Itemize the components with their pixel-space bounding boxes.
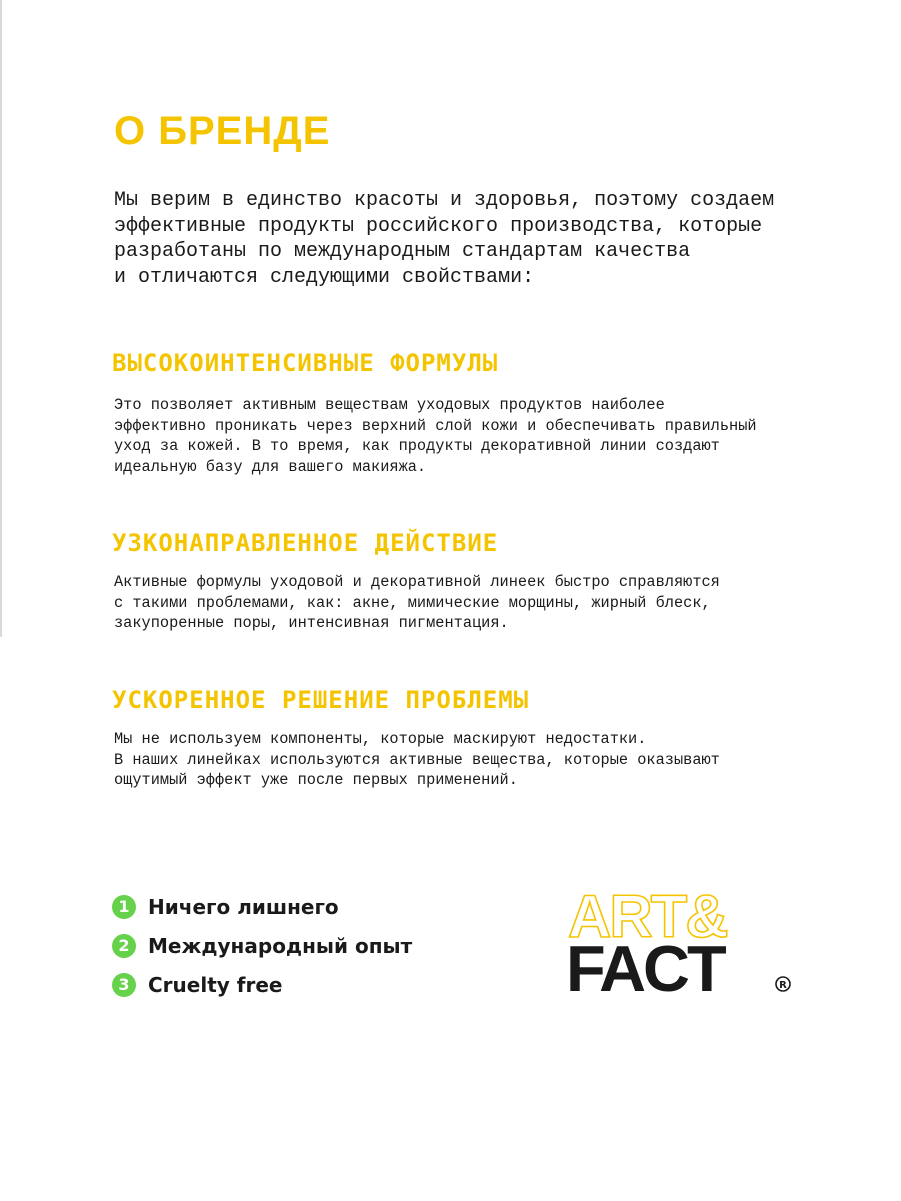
section-line: с такими проблемами, как: акне, мимические морщины, жирный блеск, [114, 593, 711, 612]
left-edge-rule [0, 0, 2, 637]
section-heading-solution: УСКОРЕННОЕ РЕШЕНИЕ ПРОБЛЕМЫ [112, 686, 530, 714]
section-line: закупоренные поры, интенсивная пигментация. [114, 614, 509, 632]
section-line: Мы не используем компоненты, которые маскируют недостатки. [114, 730, 647, 748]
benefit-label: Ничего лишнего [148, 894, 339, 919]
intro-line: разработаны по международным стандартам качества [114, 240, 691, 263]
art-fact-logo [566, 886, 796, 996]
section-line: Это позволяет активным веществам уходовых продуктов наиболее [114, 396, 665, 414]
number-1-icon: 1 [112, 895, 136, 919]
list-item [112, 965, 412, 1004]
list-item [112, 887, 412, 926]
section-body-action [114, 572, 789, 634]
benefit-list [112, 887, 412, 1004]
list-item [112, 926, 412, 965]
registered-mark-letter: R [779, 980, 787, 991]
section-line: ощутимый эффект уже после первых применений. [114, 771, 518, 789]
section-heading-formulas: ВЫСОКОИНТЕНСИВНЫЕ ФОРМУЛЫ [112, 349, 499, 377]
page-title: О БРЕНДЕ [114, 109, 331, 153]
section-line: эффективно проникать через верхний слой кожи и обеспечивать правильный [114, 416, 757, 435]
section-line: В наших линейках используются активные вещества, которые оказывают [114, 750, 720, 769]
intro-line: эффективные продукты российского производства, которые [114, 214, 763, 238]
section-line: уход за кожей. В то время, как продукты декоративной линии создают [114, 437, 720, 455]
intro-paragraph [114, 188, 789, 290]
section-heading-action: УЗКОНАПРАВЛЕННОЕ ДЕЙСТВИЕ [112, 529, 499, 557]
number-2-icon: 2 [112, 934, 136, 958]
intro-line: Мы верим в единство красоты и здоровья, поэтому создаем [114, 189, 775, 212]
intro-line: и отличаются следующими свойствами: [114, 265, 535, 289]
section-line: Активные формулы уходовой и декоративной линеек быстро справляются [114, 573, 720, 591]
section-body-solution [114, 729, 789, 791]
benefit-label: Cruelty free [148, 972, 283, 997]
benefit-label: Международный опыт [148, 933, 413, 958]
logo-outline-text: ART& [568, 886, 727, 950]
number-3-icon: 3 [112, 973, 136, 997]
section-line: идеальную базу для вашего макияжа. [114, 457, 427, 476]
logo-solid-text: FACT [566, 932, 724, 996]
section-body-formulas [114, 395, 789, 477]
